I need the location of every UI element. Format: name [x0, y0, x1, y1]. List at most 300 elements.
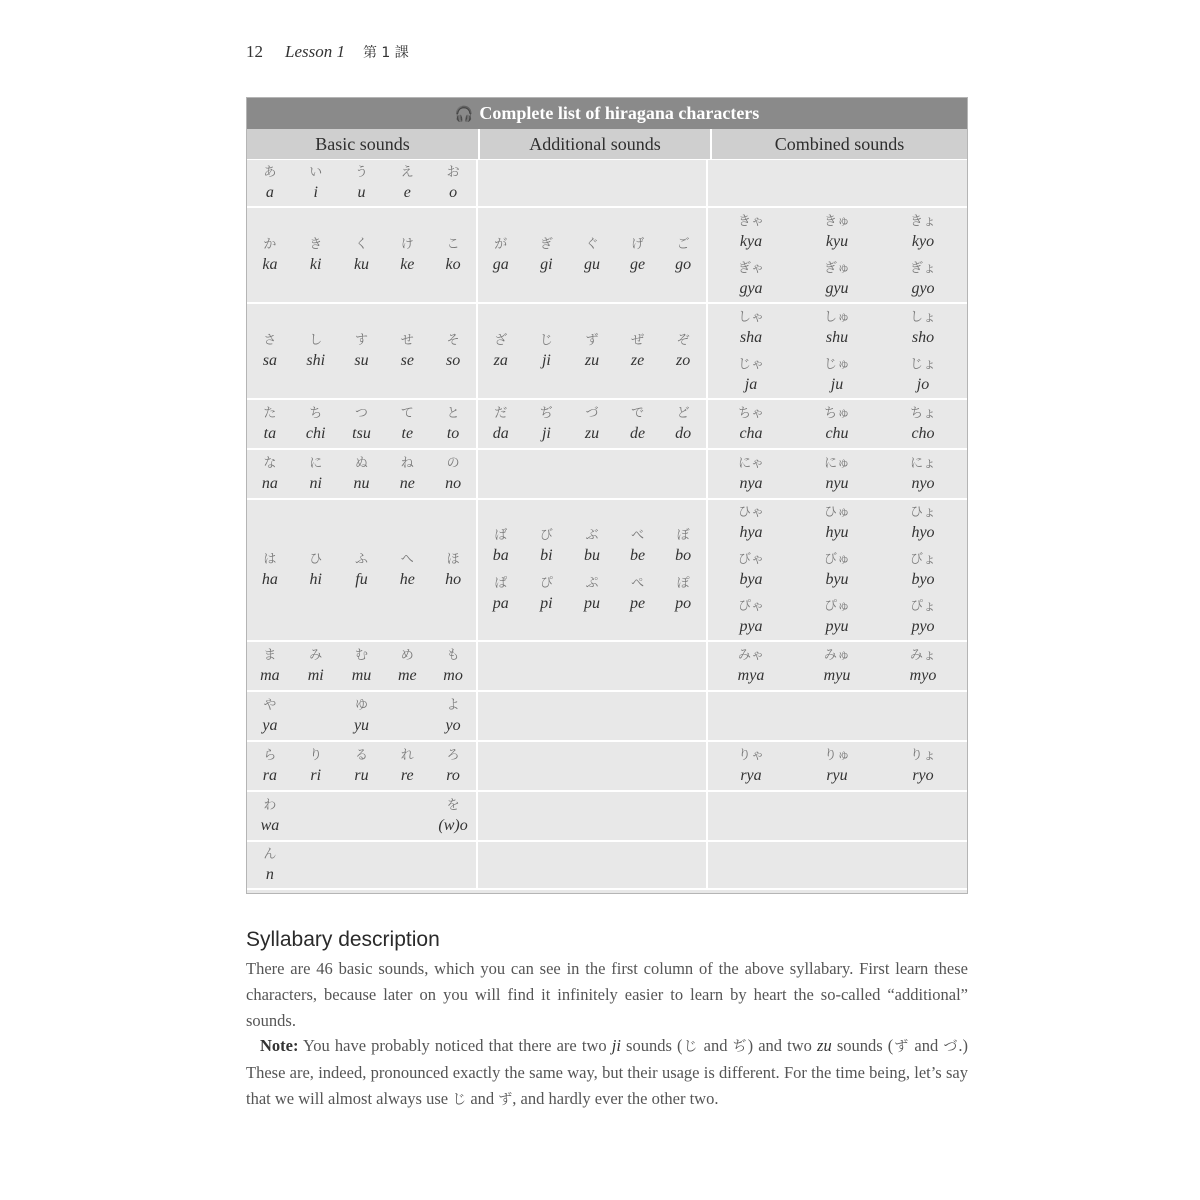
kana-char: す [354, 333, 368, 348]
romaji: zo [676, 352, 691, 369]
cell-combined [708, 842, 967, 888]
kana-entry [430, 746, 476, 786]
running-head [246, 42, 409, 62]
table-title: Complete list of hiragana characters [479, 103, 760, 123]
romaji: kyo [911, 232, 935, 250]
paragraph-note [246, 1033, 968, 1113]
romaji: bya [739, 571, 763, 588]
kana-entry [430, 696, 476, 736]
romaji: hi [309, 571, 322, 588]
cell-additional [478, 500, 708, 640]
kana-line [708, 450, 967, 498]
romaji: gyo [911, 279, 935, 297]
note-label: Note: [260, 1036, 299, 1055]
romaji: jo [916, 375, 930, 393]
kana-char: みょ [909, 648, 936, 663]
romaji: a [265, 184, 274, 201]
kana-entry [524, 235, 570, 275]
kana-char: ぐ [585, 237, 599, 252]
table-row [247, 742, 967, 792]
cell-basic [247, 842, 478, 888]
romaji: chi [305, 425, 326, 442]
kana-entry [794, 212, 880, 252]
romaji: wa [260, 817, 280, 834]
kana-char: きょ [909, 213, 936, 229]
kana-line [247, 642, 476, 690]
kana-char: ぬ [354, 456, 368, 471]
kana-char: ぎょ [909, 260, 936, 276]
kana-char: じ [539, 333, 553, 348]
kana-entry [247, 235, 293, 275]
kana-char: う [354, 165, 368, 180]
kana-line [708, 255, 967, 302]
kana-entry [708, 355, 794, 395]
kana-entry [708, 503, 794, 543]
romaji: ho [445, 571, 462, 588]
kana-entry [247, 746, 293, 786]
kana-entry [293, 696, 339, 736]
romaji [384, 816, 430, 836]
note-kana: じ [682, 1039, 699, 1055]
kana-char: ちゃ [737, 406, 764, 421]
romaji: myo [909, 667, 937, 684]
kana-char: り [309, 748, 323, 763]
romaji: i [313, 184, 318, 201]
table-row [247, 842, 967, 890]
kana-entry [794, 404, 880, 444]
kana-line [708, 742, 967, 790]
kana-char: きゃ [737, 213, 764, 229]
romaji: nyu [825, 475, 849, 492]
kana-entry [339, 646, 385, 686]
kana-char: ご [676, 237, 690, 252]
romaji: mo [443, 667, 463, 684]
romaji: re [400, 767, 414, 784]
cell-basic [247, 208, 478, 302]
kana-char: ぱ [494, 576, 508, 591]
romaji: chu [825, 425, 849, 442]
kana-entry [384, 454, 430, 494]
table-title-bar [247, 98, 967, 129]
note-text: You have probably noticed that there are two [298, 1036, 612, 1055]
romaji: do [675, 425, 692, 442]
kana-entry [339, 746, 385, 786]
kana-char [293, 796, 339, 816]
kana-char: ぜ [631, 333, 645, 348]
note-kana: づ [943, 1039, 959, 1055]
kana-line [247, 231, 476, 279]
kana-line [478, 327, 706, 375]
kana-line [247, 742, 476, 790]
table-row [247, 792, 967, 842]
romaji: ro [446, 767, 460, 784]
header-combined-sounds: Combined sounds [774, 134, 905, 154]
romaji: de [630, 425, 646, 442]
kana-entry [880, 454, 966, 494]
kana-char: た [263, 406, 277, 421]
romaji: e [403, 184, 411, 201]
romaji: nya [739, 475, 763, 492]
romaji [293, 865, 339, 885]
kana-entry [880, 597, 966, 637]
note-text: sounds ( [620, 1036, 683, 1055]
romaji: ya [262, 717, 278, 734]
romaji: ba [492, 547, 509, 564]
romaji: cho [911, 425, 935, 442]
kana-entry [384, 163, 430, 203]
kana-char: しゃ [737, 309, 764, 325]
cell-combined [708, 304, 967, 398]
kana-char: こ [446, 237, 460, 252]
kana-entry [430, 454, 476, 494]
kana-char: ぎゅ [823, 260, 850, 276]
kana-char: し [309, 333, 323, 348]
kana-entry [794, 597, 880, 637]
kana-entry [430, 235, 476, 275]
kana-line [247, 450, 476, 498]
romaji: o [449, 184, 458, 201]
kana-entry [794, 550, 880, 590]
kana-char: も [446, 648, 460, 663]
kana-entry [880, 746, 966, 786]
table-row [247, 642, 967, 692]
kana-entry [339, 404, 385, 444]
paragraph-intro: There are 46 basic sounds, which you can see in the first column of the above syllabary. First learn these characters, because later on you will find it infinitely easier to learn by heart the so-called “additional” sounds. [246, 959, 968, 1030]
kana-entry [247, 454, 293, 494]
kana-char [384, 796, 430, 816]
kana-entry [293, 646, 339, 686]
kana-entry [794, 259, 880, 299]
romaji: ke [400, 256, 415, 273]
note-kana: じ [452, 1092, 467, 1108]
romaji: (w)o [438, 817, 468, 834]
romaji [339, 816, 385, 836]
kana-char: つ [354, 406, 368, 421]
kana-line [478, 400, 706, 448]
romaji [384, 716, 430, 736]
kana-char: ど [676, 406, 690, 421]
kana-char: む [354, 648, 368, 663]
kana-char [293, 696, 339, 716]
cell-combined [708, 642, 967, 690]
kana-entry [384, 404, 430, 444]
cell-basic [247, 792, 478, 840]
kana-char: だ [494, 406, 508, 421]
kana-entry [794, 308, 880, 348]
romaji: be [630, 547, 646, 564]
note-text: ) and two [747, 1036, 818, 1055]
romaji [339, 865, 385, 885]
kana-char: ひゃ [737, 505, 764, 521]
table-row [247, 160, 967, 208]
kana-char: ひゅ [823, 505, 850, 521]
kana-char: ちょ [909, 406, 936, 421]
kana-entry [247, 550, 293, 590]
romaji: fu [355, 571, 368, 588]
kana-line [247, 842, 476, 888]
cell-combined [708, 692, 967, 740]
kana-char: せ [400, 333, 414, 348]
kana-entry [880, 355, 966, 395]
kana-entry [339, 796, 385, 836]
kana-char: しゅ [823, 309, 850, 325]
kana-char: にゅ [824, 456, 850, 471]
romaji [293, 816, 339, 836]
kana-line [708, 351, 967, 398]
kana-entry [880, 503, 966, 543]
kana-entry [708, 550, 794, 590]
cell-combined [708, 400, 967, 448]
kana-entry [430, 404, 476, 444]
cell-combined [708, 500, 967, 640]
header-additional-sounds: Additional sounds [480, 129, 712, 159]
kana-entry [247, 646, 293, 686]
kana-char: る [354, 748, 368, 763]
kana-line [708, 304, 967, 351]
kana-entry [430, 845, 476, 885]
kana-entry [708, 746, 794, 786]
romaji: ni [309, 475, 322, 492]
kana-entry [794, 746, 880, 786]
kana-line [708, 547, 967, 594]
kana-char: ま [263, 648, 277, 663]
romaji: byu [825, 571, 849, 588]
romaji: ka [262, 256, 278, 273]
kana-entry [615, 235, 661, 275]
romaji: yu [353, 717, 370, 734]
table-row [247, 400, 967, 450]
kana-entry [569, 235, 615, 275]
kana-char: ぷ [585, 576, 599, 591]
cell-additional [478, 692, 708, 740]
romaji: pi [540, 595, 553, 612]
romaji: ga [492, 256, 509, 273]
kana-char: と [446, 406, 460, 421]
kana-entry [880, 308, 966, 348]
romaji: nu [353, 475, 370, 492]
kana-char: さ [263, 333, 277, 348]
note-kana: ぢ [732, 1039, 748, 1055]
romaji: su [354, 352, 369, 369]
cell-additional [478, 792, 708, 840]
header-basic-sounds: Basic sounds [247, 129, 480, 159]
romaji: u [357, 184, 366, 201]
kana-char: あ [263, 165, 277, 180]
kana-char: みゅ [823, 648, 850, 663]
cell-additional [478, 304, 708, 398]
kana-entry [794, 646, 880, 686]
note-ji: ji [611, 1036, 621, 1055]
kana-entry [430, 331, 476, 371]
kana-entry [708, 212, 794, 252]
kana-char: や [263, 698, 277, 713]
kana-entry [794, 355, 880, 395]
headphones-icon: 🎧 [454, 105, 474, 123]
romaji: pyu [825, 617, 849, 635]
kana-entry [708, 454, 794, 494]
kana-char: ら [263, 748, 277, 763]
cell-additional [478, 208, 708, 302]
kana-entry [293, 331, 339, 371]
kana-line [708, 208, 967, 255]
kana-line [247, 327, 476, 375]
kana-entry [430, 796, 476, 836]
kana-entry [339, 331, 385, 371]
romaji: gu [583, 256, 600, 273]
kana-entry [524, 331, 570, 371]
romaji [430, 865, 476, 885]
kana-entry [569, 574, 615, 614]
kana-char: にょ [910, 456, 936, 471]
romaji: za [493, 352, 508, 369]
note-text: and [909, 1036, 944, 1055]
note-text: , and hardly ever the other two. [512, 1089, 719, 1108]
romaji: gyu [825, 279, 849, 297]
romaji: te [401, 425, 414, 442]
table-row [247, 304, 967, 400]
kana-entry [293, 163, 339, 203]
kana-entry [293, 796, 339, 836]
kana-entry [247, 163, 293, 203]
kana-entry [880, 646, 966, 686]
kana-char: ぴ [539, 576, 553, 591]
kana-char: き [309, 237, 323, 252]
cell-basic [247, 692, 478, 740]
kana-entry [384, 746, 430, 786]
romaji: pe [630, 595, 646, 612]
romaji: ze [630, 352, 645, 369]
kana-entry [524, 574, 570, 614]
lesson-label: Lesson 1 [285, 42, 345, 61]
romaji: ru [354, 767, 369, 784]
romaji: he [399, 571, 415, 588]
kana-entry [384, 796, 430, 836]
kana-entry [660, 404, 706, 444]
kana-char: に [309, 456, 323, 471]
romaji: no [445, 475, 462, 492]
kana-char [384, 845, 430, 865]
kana-char: ふ [354, 552, 368, 567]
kana-entry [708, 404, 794, 444]
kana-char: にゃ [738, 456, 764, 471]
kana-entry [247, 696, 293, 736]
romaji: rya [740, 767, 762, 784]
romaji: ha [261, 571, 278, 588]
kana-entry [339, 235, 385, 275]
kana-char: い [309, 165, 323, 180]
romaji: mya [737, 667, 765, 684]
romaji: ri [310, 767, 322, 784]
cell-basic [247, 400, 478, 448]
kana-line [708, 593, 967, 640]
romaji: pu [583, 595, 600, 612]
romaji: shu [825, 328, 849, 346]
kana-char: で [631, 406, 645, 421]
cell-additional [478, 642, 708, 690]
romaji: yo [445, 717, 461, 734]
romaji: sho [911, 328, 935, 346]
kana-char: よ [446, 698, 460, 713]
kana-char: そ [446, 333, 460, 348]
romaji: ja [744, 375, 758, 393]
kana-entry [794, 454, 880, 494]
kana-entry [478, 235, 524, 275]
kana-char: わ [263, 798, 277, 813]
kana-entry [247, 845, 293, 885]
romaji: mi [307, 667, 324, 684]
romaji: bo [675, 547, 692, 564]
kana-char: びゃ [737, 552, 764, 567]
kana-char: ぴゅ [823, 598, 850, 614]
kana-entry [569, 331, 615, 371]
kana-entry [339, 550, 385, 590]
kana-line [247, 160, 476, 206]
kana-entry [569, 404, 615, 444]
kana-entry [569, 526, 615, 566]
kana-entry [339, 696, 385, 736]
note-text: and [698, 1036, 733, 1055]
kana-entry [615, 574, 661, 614]
kana-char: く [354, 237, 368, 252]
romaji: zu [584, 352, 600, 369]
kana-entry [384, 550, 430, 590]
romaji: mu [351, 667, 372, 684]
romaji: ju [830, 375, 844, 393]
romaji: pyo [911, 617, 935, 635]
romaji: cha [739, 425, 763, 442]
romaji: kya [739, 232, 763, 250]
romaji: so [445, 352, 461, 369]
kana-entry [293, 845, 339, 885]
kana-char: びゅ [823, 552, 850, 567]
table-row [247, 208, 967, 304]
kana-line [478, 231, 706, 279]
kana-char: め [400, 648, 414, 663]
kana-char: べ [631, 528, 645, 543]
romaji: ta [263, 425, 277, 442]
kana-entry [615, 331, 661, 371]
kana-char: づ [585, 406, 599, 421]
kana-char: の [446, 456, 460, 471]
romaji: ji [541, 425, 551, 442]
kana-entry [478, 574, 524, 614]
kana-char: ぼ [676, 528, 690, 543]
romaji: myu [823, 667, 851, 684]
kana-char [293, 845, 339, 865]
romaji: hya [739, 524, 763, 542]
cell-additional [478, 400, 708, 448]
romaji: kyu [825, 232, 849, 250]
kana-entry [430, 163, 476, 203]
romaji: na [261, 475, 278, 492]
kana-entry [708, 259, 794, 299]
kana-char: び [539, 528, 553, 543]
kana-char: しょ [909, 309, 936, 325]
kana-char: ぴゃ [737, 598, 764, 614]
romaji: ku [353, 256, 370, 273]
note-text: .) These are, indeed, pronounced exactly the same way, but their usage is different. For the time being, let’s say that we will almost always use [246, 1036, 968, 1108]
kana-entry [660, 526, 706, 566]
romaji: shi [306, 352, 326, 369]
kana-entry [339, 163, 385, 203]
kana-entry [293, 404, 339, 444]
kana-char: て [400, 406, 414, 421]
kana-entry [384, 331, 430, 371]
kana-entry [880, 212, 966, 252]
kana-char: じゅ [823, 356, 850, 372]
kana-entry [430, 550, 476, 590]
kana-entry [247, 796, 293, 836]
